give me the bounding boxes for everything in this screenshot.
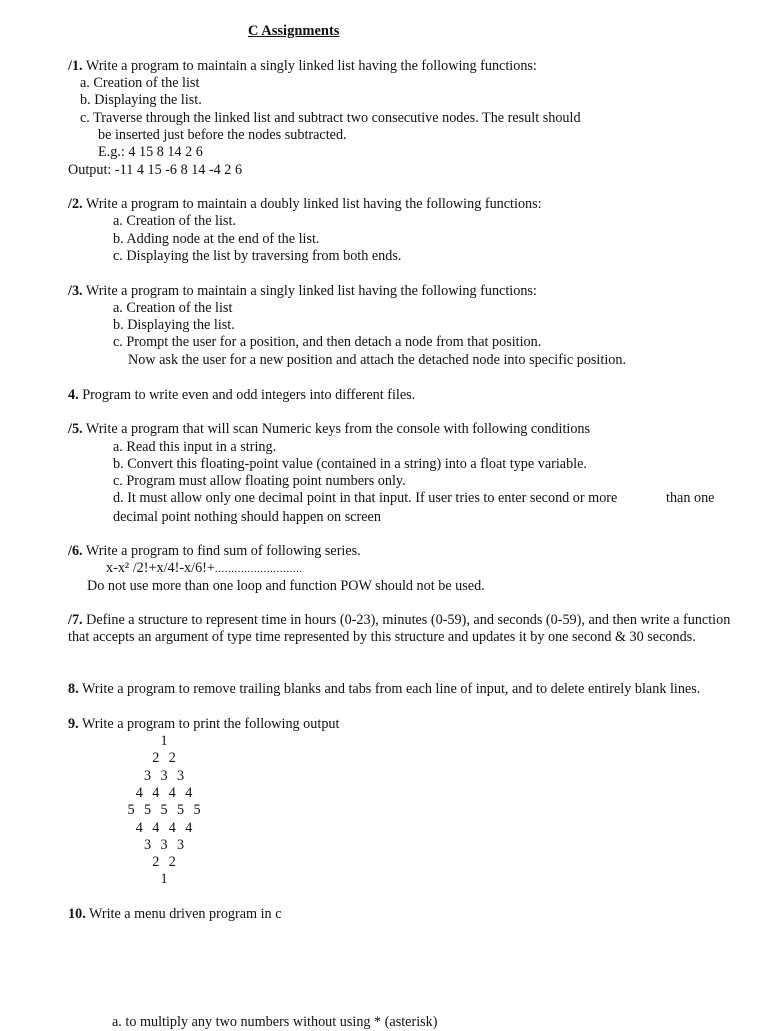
question-2-number: /2. (68, 196, 83, 212)
pyramid-number: 2 (168, 854, 176, 871)
pyramid-number: 5 (127, 802, 135, 819)
question-1-text: Write a program to maintain a singly linked list having the following functions: (85, 58, 537, 74)
pyramid-number: 3 (160, 836, 168, 853)
question-8 (68, 681, 700, 698)
question-3-item-c-continued: Now ask the user for a new position and attach the detached node into specific position. (128, 352, 626, 368)
question-6-number: /6. (68, 543, 83, 559)
pyramid-number: 4 (135, 819, 143, 836)
question-10 (68, 906, 282, 923)
question-2-item-b: b. Adding node at the end of the list. (113, 231, 320, 247)
question-3-text: Write a program to maintain a singly linked list having the following functions: (85, 283, 537, 299)
question-1-example: E.g.: 4 15 8 14 2 6 (98, 144, 203, 160)
question-8-text: Write a program to remove trailing blanks and tabs from each line of input, and to delete entirely blank lines. (81, 681, 701, 697)
question-1-output: Output: -11 4 15 -6 8 14 -4 2 6 (68, 162, 243, 178)
pyramid-row (156, 871, 173, 888)
pyramid-number: 5 (176, 802, 185, 819)
question-4 (68, 387, 415, 404)
pyramid-number: 5 (160, 802, 168, 819)
question-5-item-d-tail: than one (666, 490, 715, 506)
question-7-text: Define a structure to represent time in hours (0-23), minutes (0-59), and seconds (0-59), and then write a function that accepts an argument of type time represented by this structure and updates it by one second & 30 seconds. (68, 612, 731, 646)
pyramid-number: 5 (143, 802, 152, 819)
question-5-item-a: a. Read this input in a string. (113, 439, 277, 455)
question-6-series-formula: x-x² /2!+x/4!-x/6!+ (106, 560, 215, 576)
question-3 (68, 283, 537, 300)
question-3-item-c: c. Prompt the user for a position, and then detach a node from that position. (113, 334, 542, 350)
question-10-text: Write a menu driven program in c (89, 906, 282, 922)
question-5-number: /5. (68, 421, 83, 437)
pyramid-number: 3 (143, 836, 152, 853)
question-5-item-c: c. Program must allow floating point numbers only. (113, 473, 406, 489)
pyramid-row (148, 854, 181, 871)
question-1-item-c: c. Traverse through the linked list and subtract two consecutive nodes. The result should (80, 110, 581, 126)
question-6-series (106, 560, 303, 578)
question-2-text: Write a program to maintain a doubly linked list having the following functions: (85, 196, 542, 212)
pyramid-number: 1 (160, 733, 168, 749)
pyramid-number: 3 (176, 767, 185, 784)
question-3-item-b: b. Displaying the list. (113, 317, 235, 333)
pyramid-number: 2 (152, 854, 160, 871)
question-7 (68, 612, 740, 647)
pyramid-number: 4 (185, 784, 193, 801)
pyramid-row (131, 785, 197, 802)
question-5-item-d: d. It must allow only one decimal point in that input. If user tries to enter second or more (113, 490, 618, 506)
pyramid-number: 4 (185, 819, 193, 836)
question-1-number: /1. (68, 58, 83, 74)
pyramid-row (139, 768, 189, 785)
question-5-item-b: b. Convert this floating-point value (contained in a string) into a float type variable. (113, 456, 587, 472)
pyramid-number: 5 (193, 802, 201, 819)
question-9-number: 9. (68, 716, 79, 732)
pyramid-row (131, 820, 197, 837)
pyramid-number: 2 (152, 750, 160, 767)
question-6-series-dots: ........................... (214, 563, 303, 575)
question-3-number: /3. (68, 283, 83, 299)
question-1-item-c-continued: be inserted just before the nodes subtracted. (98, 127, 347, 143)
pyramid-number: 4 (152, 784, 160, 801)
question-2 (68, 196, 542, 213)
pyramid-row (148, 750, 181, 767)
question-4-text: Program to write even and odd integers into different files. (82, 387, 416, 403)
question-5-text: Write a program that will scan Numeric keys from the console with following conditions (85, 421, 591, 437)
question-7-number: /7. (68, 612, 83, 628)
document-title: C Assignments (248, 23, 340, 39)
question-5-item-d-continued: decimal point nothing should happen on screen (113, 509, 381, 525)
question-1 (68, 58, 537, 75)
pyramid-row (156, 733, 173, 750)
question-6-text: Write a program to find sum of following series. (85, 543, 361, 559)
pyramid-number: 4 (135, 784, 143, 801)
question-4-number: 4. (68, 387, 79, 403)
pyramid-row (123, 802, 206, 819)
question-8-number: 8. (68, 681, 79, 697)
question-2-item-a: a. Creation of the list. (113, 213, 236, 229)
question-3-item-a: a. Creation of the list (113, 300, 233, 316)
question-6-note: Do not use more than one loop and function POW should not be used. (87, 578, 485, 594)
pyramid-number: 2 (168, 750, 176, 767)
pyramid-number: 4 (152, 819, 160, 836)
pyramid-number: 3 (143, 767, 152, 784)
pyramid-number: 4 (168, 819, 176, 836)
pyramid-number: 3 (176, 836, 185, 853)
pyramid-number: 1 (160, 871, 168, 888)
question-5 (68, 421, 590, 438)
question-10-number: 10. (68, 906, 86, 922)
question-10-item-a-cut-off: a. to multiply any two numbers without using * (asterisk) (112, 1014, 438, 1030)
question-9 (68, 716, 339, 733)
question-2-item-c: c. Displaying the list by traversing from both ends. (113, 248, 402, 264)
pyramid-number: 4 (168, 784, 176, 801)
question-1-item-b: b. Displaying the list. (80, 92, 202, 108)
question-9-text: Write a program to print the following output (81, 716, 340, 732)
pyramid-number: 3 (160, 767, 168, 784)
question-1-item-a: a. Creation of the list (80, 75, 200, 91)
question-6 (68, 543, 361, 560)
pyramid-row (139, 837, 189, 854)
